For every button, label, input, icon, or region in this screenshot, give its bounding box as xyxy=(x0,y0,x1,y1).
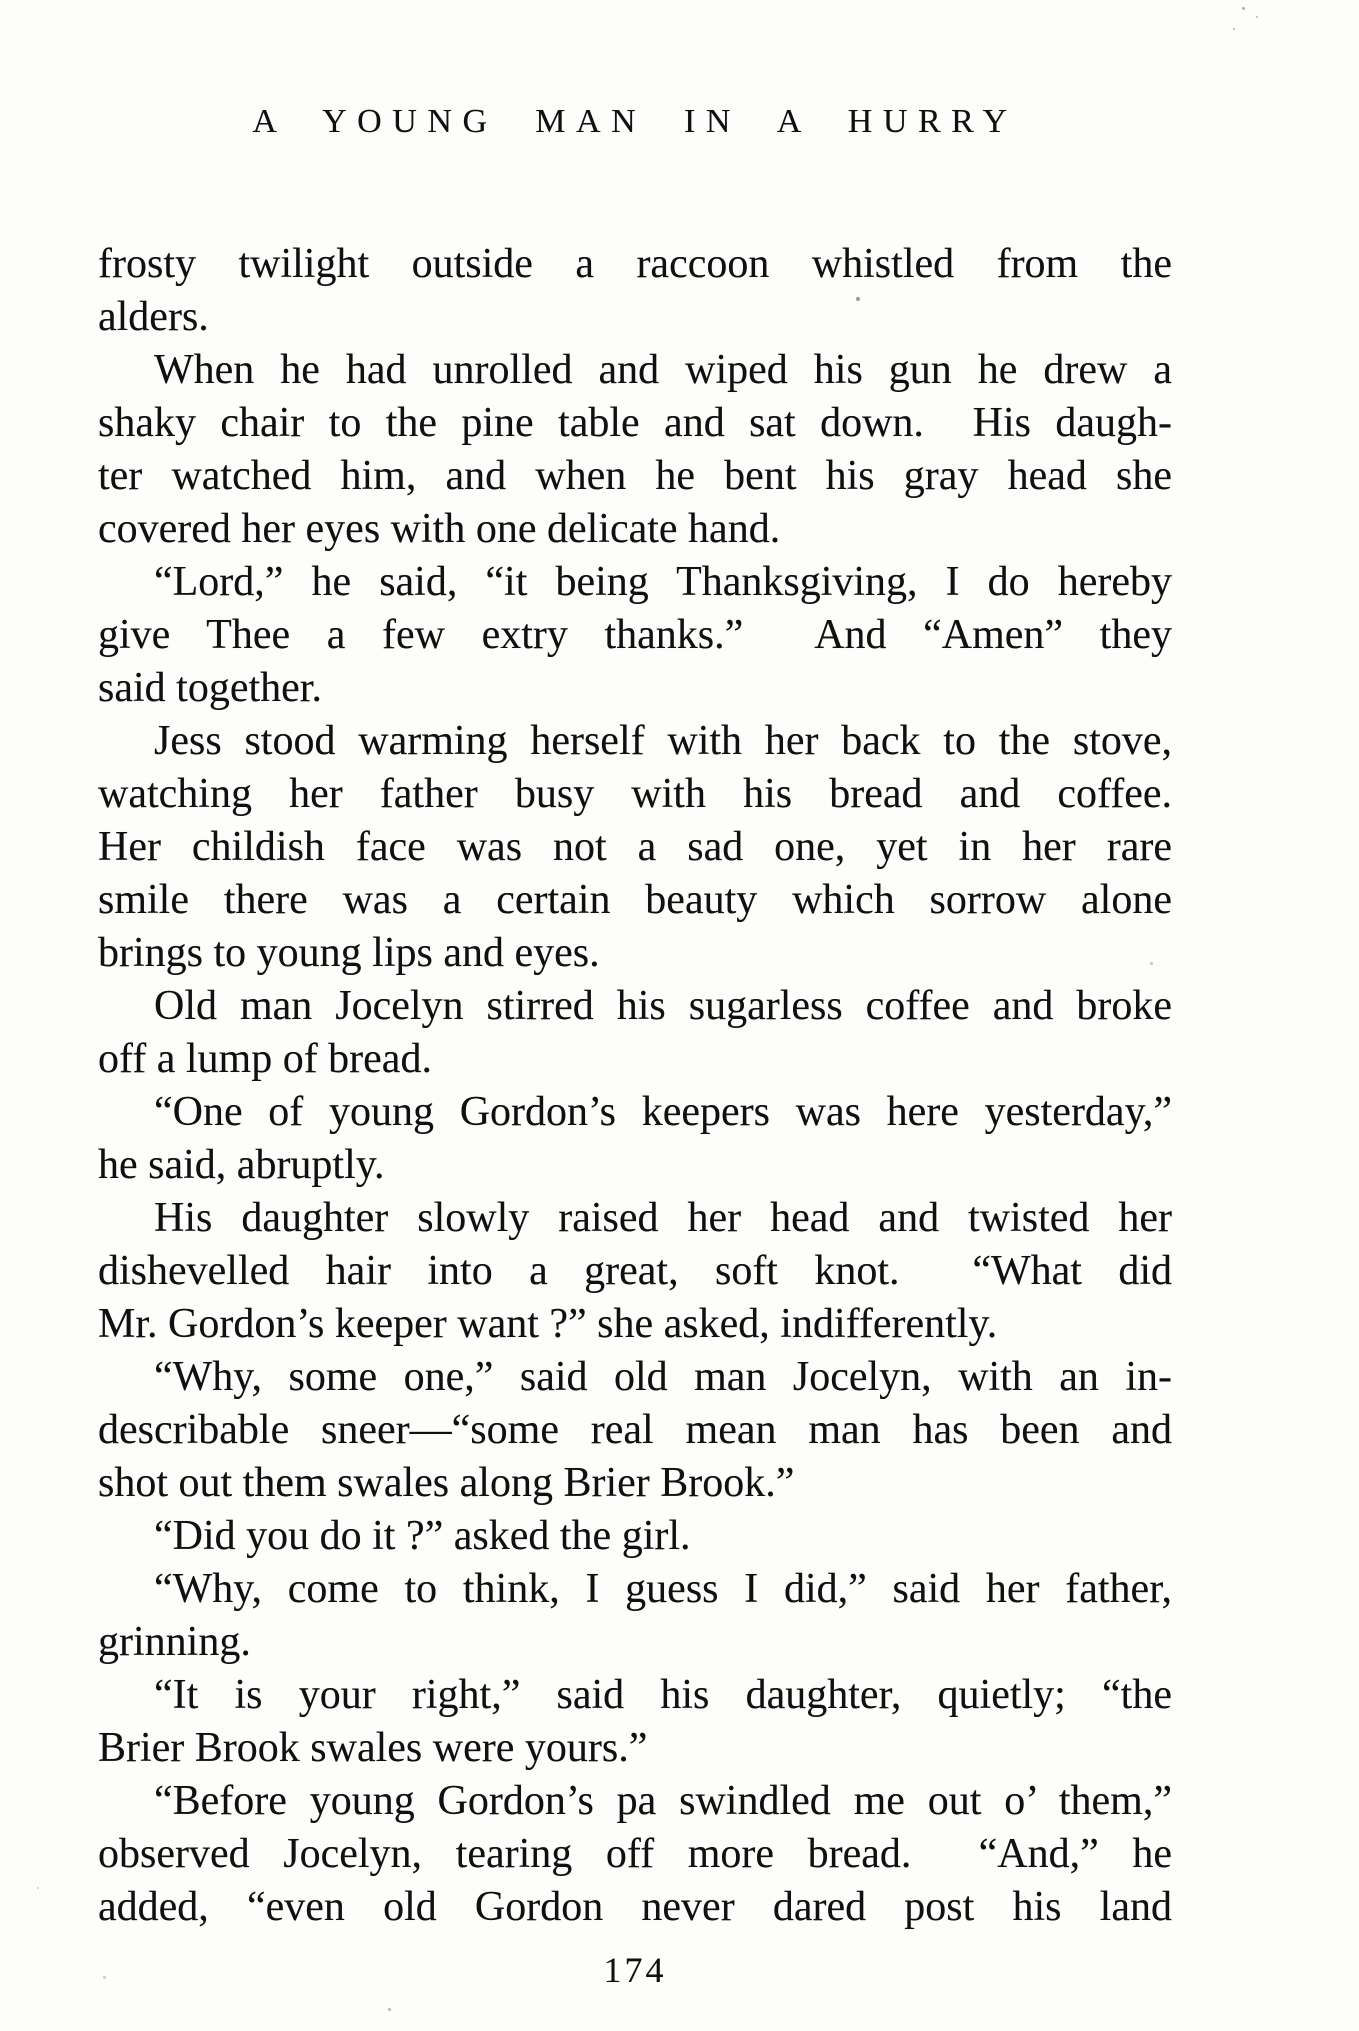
text-line: “It is your right,” said his daughter, quietly; “the xyxy=(154,1672,1172,1718)
text-line: shot out them swales along Brier Brook.” xyxy=(98,1460,795,1506)
text-line: he said, abruptly. xyxy=(98,1142,385,1188)
text-line: brings to young lips and eyes. xyxy=(98,930,600,976)
scan-speck xyxy=(103,1976,106,1979)
text-line: “Did you do it ?” asked the girl. xyxy=(154,1513,691,1559)
text-line: “Before young Gordon’s pa swindled me out o’ them,” xyxy=(154,1778,1172,1824)
scan-speck xyxy=(856,297,860,301)
text-block xyxy=(98,238,1172,1934)
text-line: describable sneer—“some real mean man has been and xyxy=(98,1407,1172,1453)
text-line: shaky chair to the pine table and sat down. His daugh- xyxy=(98,400,1172,446)
text-line: dishevelled hair into a great, soft knot. “What did xyxy=(98,1248,1172,1294)
text-line: added, “even old Gordon never dared post his land xyxy=(98,1884,1172,1930)
text-line: grinning. xyxy=(98,1619,251,1665)
text-line: Old man Jocelyn stirred his sugarless coffee and broke xyxy=(154,983,1172,1029)
text-line: “Lord,” he said, “it being Thanksgiving, I do hereby xyxy=(154,559,1172,605)
text-line: covered her eyes with one delicate hand. xyxy=(98,506,781,552)
scan-speck xyxy=(388,2008,391,2011)
running-head: A YOUNG MAN IN A HURRY xyxy=(252,103,1018,140)
text-line: Jess stood warming herself with her back to the stove, xyxy=(154,718,1172,764)
text-line: observed Jocelyn, tearing off more bread. “And,” he xyxy=(98,1831,1172,1877)
text-line: “Why, some one,” said old man Jocelyn, with an in- xyxy=(154,1354,1172,1400)
scan-speck xyxy=(1256,16,1258,18)
scan-speck xyxy=(37,1887,39,1889)
text-line: smile there was a certain beauty which sorrow alone xyxy=(98,877,1172,923)
text-line: When he had unrolled and wiped his gun he drew a xyxy=(154,347,1172,393)
scan-speck xyxy=(1242,7,1245,10)
scan-speck xyxy=(1150,962,1153,965)
text-line: ter watched him, and when he bent his gray head she xyxy=(98,453,1172,499)
text-line: off a lump of bread. xyxy=(98,1036,432,1082)
scan-speck xyxy=(1233,28,1235,30)
text-line: said together. xyxy=(98,665,322,711)
text-line: alders. xyxy=(98,294,209,340)
page-number: 174 xyxy=(603,1950,667,1990)
text-line: “Why, come to think, I guess I did,” said her father, xyxy=(154,1566,1172,1612)
text-line: “One of young Gordon’s keepers was here yesterday,” xyxy=(154,1089,1172,1135)
text-line: frosty twilight outside a raccoon whistled from the xyxy=(98,241,1172,287)
text-line: Mr. Gordon’s keeper want ?” she asked, indifferently. xyxy=(98,1301,998,1347)
text-line: give Thee a few extry thanks.” And “Amen” they xyxy=(98,612,1172,658)
text-line: His daughter slowly raised her head and twisted her xyxy=(154,1195,1172,1241)
text-line: Her childish face was not a sad one, yet in her rare xyxy=(98,824,1172,870)
text-line: watching her father busy with his bread and coffee. xyxy=(98,771,1172,817)
text-line: Brier Brook swales were yours.” xyxy=(98,1725,648,1771)
